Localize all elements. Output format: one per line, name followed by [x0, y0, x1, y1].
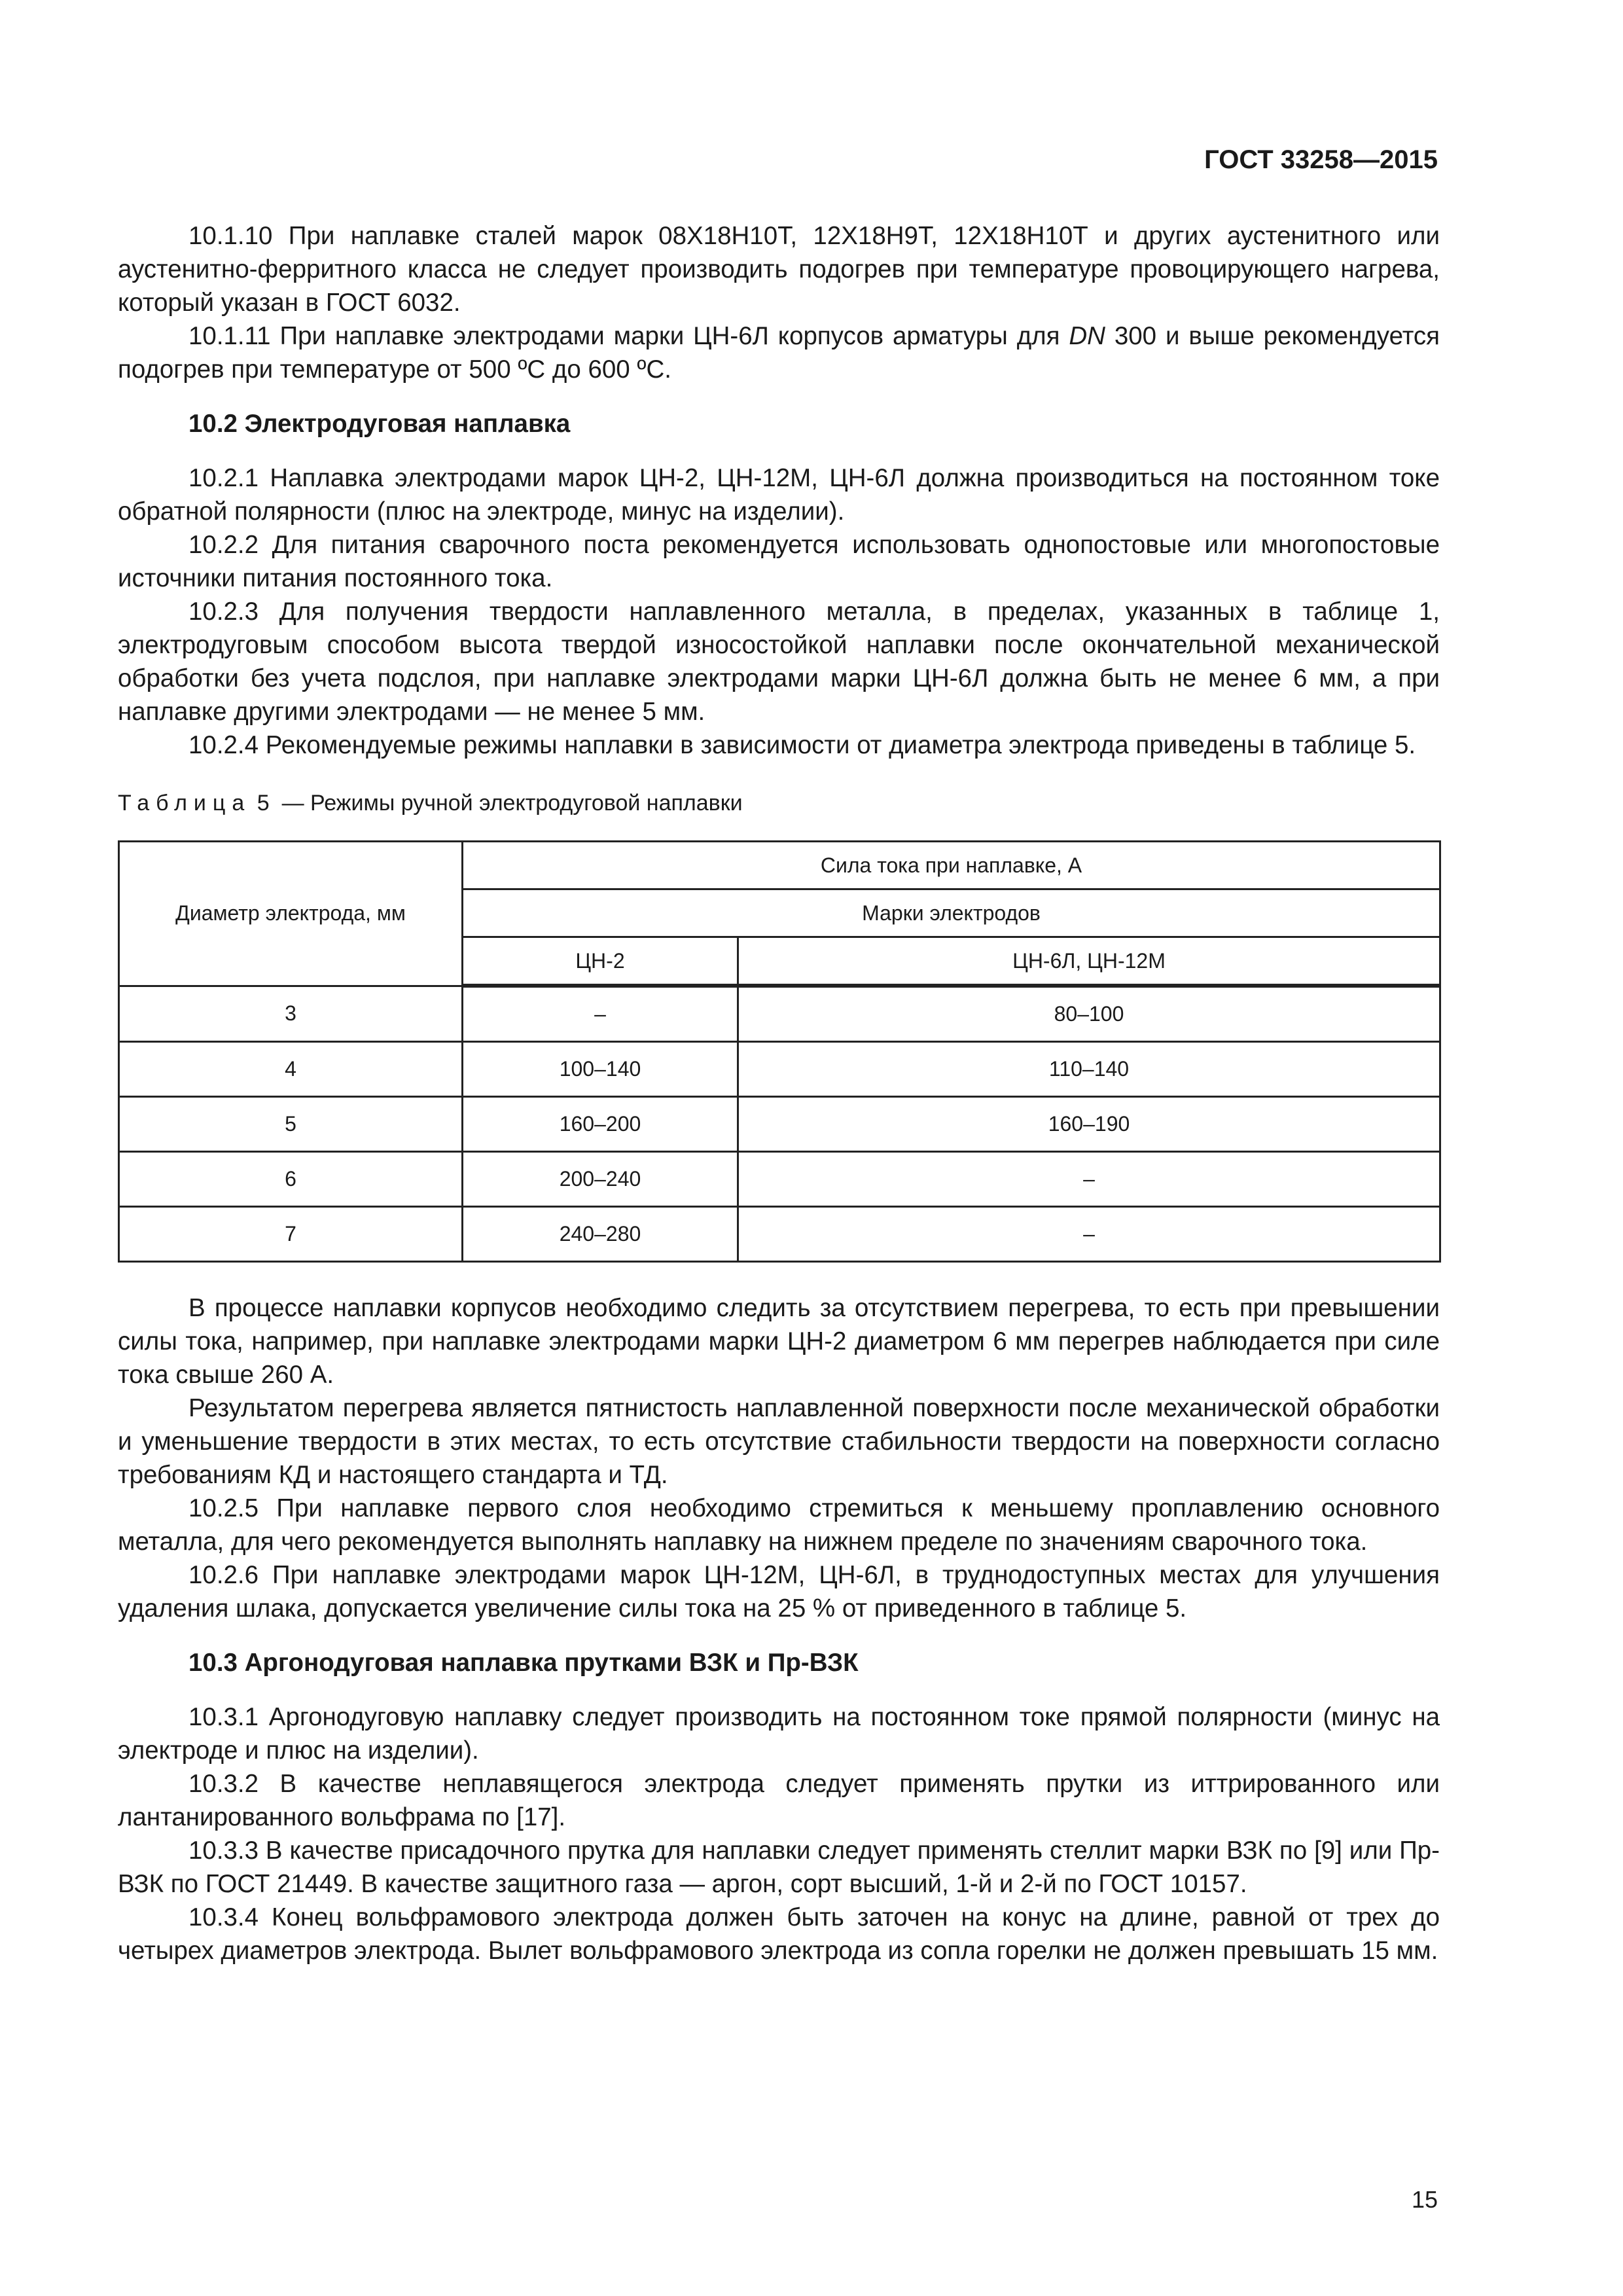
cell-cn-2: 200–240 — [463, 1152, 738, 1207]
dn-italic: DN — [1069, 322, 1105, 350]
cell-cn-6l-cn-12m: – — [738, 1207, 1440, 1262]
paragraph-10-1-11-end: 300 и выше рекомендуется подогрев при температуре от 500 ºС до 600 ºС. — [118, 322, 1440, 384]
cell-cn-6l-cn-12m: – — [738, 1152, 1440, 1207]
table-row — [119, 986, 1440, 1042]
header-current: Сила тока при наплавке, А — [463, 842, 1440, 889]
paragraph-10-1-11 — [118, 319, 1440, 386]
header-diameter: Диаметр электрода, мм — [119, 842, 463, 986]
cell-diameter: 4 — [119, 1042, 463, 1097]
paragraph-10-2-5: 10.2.5 При наплавке первого слоя необходимо стремиться к меньшему проплавлению основного металла, для чего рекомендуется выполнять наплавку на нижнем пределе по значениям сварочного тока. — [118, 1494, 1440, 1556]
paragraph-10-2-2: 10.2.2 Для питания сварочного поста рекомендуется использовать однопостовые или многопостовые источники питания постоянного тока. — [118, 531, 1440, 592]
cell-diameter: 3 — [119, 986, 463, 1042]
paragraph-10-3-4: 10.3.4 Конец вольфрамового электрода должен быть заточен на конус на длине, равной от трех до четырех диаметров электрода. Вылет вольфрамового электрода из сопла горелки не должен превышать 15 мм. — [118, 1903, 1440, 1965]
paragraph-10-2-4: 10.2.4 Рекомендуемые режимы наплавки в зависимости от диаметра электрода приведены в таблице 5. — [188, 731, 1416, 759]
header-cn-6l-cn-12m: ЦН-6Л, ЦН-12М — [738, 937, 1440, 986]
paragraph-10-2-3: 10.2.3 Для получения твердости наплавленного металла, в пределах, указанных в таблице 1, электродуговым способом высота твердой износостойкой наплавки после окончательной механической обработки без учета подслоя, при наплавке электродами марки ЦН-6Л должна быть не менее 6 мм, а при наплавке другими электродами — не менее 5 мм. — [118, 598, 1440, 726]
paragraph-10-1-10: 10.1.10 При наплавке сталей марок 08Х18Н10Т, 12Х18Н9Т, 12Х18Н10Т и других аустенитного или аустенитно-ферритного класса не следует производить подогрев при температуре провоцирующего нагрева, который указан в ГОСТ 6032. — [118, 222, 1440, 317]
section-10-2-heading: 10.2 Электродуговая наплавка — [188, 410, 571, 438]
document-header: ГОСТ 33258—2015 — [1204, 145, 1438, 174]
document-body — [118, 219, 1440, 1967]
table-caption-number: 5 — [257, 791, 270, 816]
paragraph-overheat: В процессе наплавки корпусов необходимо следить за отсутствием перегрева, то есть при превышении силы тока, например, при наплавке электродами марки ЦН-2 диаметром 6 мм перегрев наблюдается при силе тока свыше 260 А. — [118, 1294, 1440, 1389]
cell-diameter: 7 — [119, 1207, 463, 1262]
paragraph-overheat-result: Результатом перегрева является пятнистость наплавленной поверхности после механической обработки и уменьшение твердости в этих местах, то есть отсутствие стабильности твердости на поверхности согласно требованиям КД и настоящего стандарта и ТД. — [118, 1394, 1440, 1489]
table-row — [119, 1152, 1440, 1207]
header-electrode-brands: Марки электродов — [463, 889, 1440, 937]
table-caption-word: Таблица — [118, 791, 251, 816]
paragraph-10-3-1: 10.3.1 Аргонодуговую наплавку следует производить на постоянном токе прямой полярности (минус на электроде и плюс на изделии). — [118, 1703, 1440, 1765]
table-caption-title: — Режимы ручной электродуговой наплавки — [281, 791, 743, 816]
cell-cn-2: 100–140 — [463, 1042, 738, 1097]
cell-cn-6l-cn-12m: 110–140 — [738, 1042, 1440, 1097]
table-row — [119, 1207, 1440, 1262]
header-cn-2: ЦН-2 — [463, 937, 738, 986]
paragraph-10-1-11-start: 10.1.11 При наплавке электродами марки ЦН-6Л корпусов арматуры для — [188, 322, 1069, 350]
cell-cn-2: 240–280 — [463, 1207, 738, 1262]
cell-diameter: 5 — [119, 1097, 463, 1152]
welding-modes-table — [118, 840, 1441, 1263]
cell-cn-2: 160–200 — [463, 1097, 738, 1152]
section-10-3-heading: 10.3 Аргонодуговая наплавка прутками ВЗК и Пр-ВЗК — [188, 1649, 859, 1677]
cell-cn-6l-cn-12m: 80–100 — [738, 986, 1440, 1042]
table-row — [119, 1042, 1440, 1097]
table-caption — [118, 788, 1440, 818]
paragraph-10-2-6: 10.2.6 При наплавке электродами марок ЦН-12М, ЦН-6Л, в труднодоступных местах для улучшения удаления шлака, допускается увеличение силы тока на 25 % от приведенного в таблице 5. — [118, 1561, 1440, 1623]
paragraph-10-3-2: 10.3.2 В качестве неплавящегося электрода следует применять прутки из иттрированного или лантанированного вольфрама по [17]. — [118, 1770, 1440, 1831]
cell-diameter: 6 — [119, 1152, 463, 1207]
cell-cn-6l-cn-12m: 160–190 — [738, 1097, 1440, 1152]
table-row — [119, 1097, 1440, 1152]
paragraph-10-3-3: 10.3.3 В качестве присадочного прутка для наплавки следует применять стеллит марки ВЗК по [9] или Пр-ВЗК по ГОСТ 21449. В качестве защитного газа — аргон, сорт высший, 1-й и 2-й по ГОСТ 10157. — [118, 1837, 1440, 1898]
paragraph-10-2-1: 10.2.1 Наплавка электродами марок ЦН-2, ЦН-12М, ЦН-6Л должна производиться на постоянном токе обратной полярности (плюс на электроде, минус на изделии). — [118, 464, 1440, 526]
page-number: 15 — [1411, 2186, 1438, 2213]
cell-cn-2: – — [463, 986, 738, 1042]
